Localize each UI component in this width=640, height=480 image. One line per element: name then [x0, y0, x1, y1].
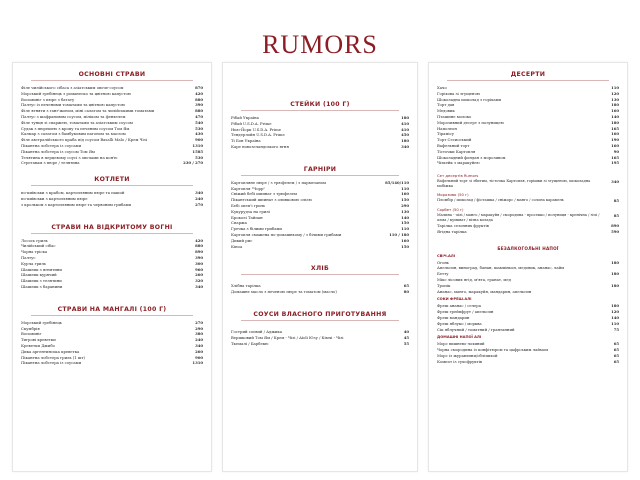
menu-item-name: Тірамісу — [437, 131, 454, 137]
menu-item-price: 260 — [195, 348, 203, 354]
menu-item-price: 340 — [195, 342, 203, 348]
menu-item-price: 195 — [611, 160, 619, 166]
menu-item-price: 390 — [195, 254, 203, 260]
drinks-group-3 — [437, 341, 619, 364]
menu-item-price: 1310 — [192, 142, 203, 148]
menu-item-name: Спаржа — [231, 220, 247, 226]
menu-item-price: 340 — [195, 190, 203, 196]
menu-item-name: Пікантна лобстера із соусами — [21, 142, 82, 148]
menu-item-price: 880 — [195, 108, 203, 114]
menu-item-name: Ягідна тарілка — [437, 228, 467, 234]
menu-item-name: Судак з пюрешею з кропу та печеним соусом Том Ям — [21, 125, 130, 131]
menu-item-price: 410 — [401, 126, 409, 132]
menu-item-price: 320 — [195, 278, 203, 284]
menu-item-price: 165 — [611, 154, 619, 160]
menu-item-price: 45 — [403, 334, 409, 340]
menu-item-row — [231, 244, 409, 250]
menu-item-name: Шашлик з баранини — [21, 283, 63, 289]
menu-item-name: Картопляне пюре / з трюфелем / з пармезаном — [231, 179, 326, 185]
menu-item-row — [231, 289, 409, 295]
menu-item-price: 290 — [401, 202, 409, 208]
menu-item-name: Тісточки Картопля — [437, 148, 476, 154]
menu-item-name: Фреш мандарин — [437, 314, 470, 320]
menu-item-price: 65 — [613, 341, 619, 347]
menu-item-price: 160 — [401, 237, 409, 243]
menu-item-price: 390 — [195, 102, 203, 108]
menu-item-price: 180 — [401, 115, 409, 120]
menu-item-price: 240 — [195, 337, 203, 343]
menu-item-price: 110 — [611, 320, 619, 326]
menu-item-price: 150 — [401, 243, 409, 249]
menu-item-name: Шашлик з телятини — [21, 278, 62, 284]
menu-item-name: Скумбрія — [21, 325, 40, 331]
icecream-label: Морозиво (50 г) — [437, 192, 469, 198]
menu-item-name: Морський гребінець з романеско та цвітною капустою — [21, 90, 132, 96]
drinks-category-3: ДОМАШНІ НАПОЇ АЛІ — [437, 335, 482, 340]
menu-item-name: Мікс лісових ягід, м'ята, гранат, мед — [437, 276, 511, 282]
menu-item-price: 160 — [611, 108, 619, 114]
menu-item-price: 160 — [611, 131, 619, 137]
menu-item-name: по-київськи з картопляним пюре — [21, 195, 88, 201]
menu-item-price: 55 — [403, 340, 409, 346]
menu-item-name: Гречка з білими грибами — [231, 226, 282, 232]
menu-item-name: Чізкейк з маракуйєю — [437, 160, 480, 166]
menu-item-price: 180 — [611, 102, 619, 108]
menu-item-price: 140 — [611, 314, 619, 320]
menu-item-name: Торт Сесиоський — [437, 137, 472, 143]
section-title-steaks: СТЕЙКИ (100 Г) — [241, 101, 399, 111]
menu-item-price: 530 — [195, 154, 203, 160]
menu-item-name: з крольком з картопляним пюре та червоним грибами — [21, 201, 132, 207]
menu-item-name: Фреш грейпфрут / апельсин — [437, 309, 494, 315]
fire-dishes-list — [21, 238, 203, 290]
menu-item-price: 65 — [613, 347, 619, 353]
main-dishes-list — [21, 85, 203, 166]
menu-item-price: 450 — [401, 132, 409, 138]
menu-item-name: Тарілка сезонних фруктів — [437, 222, 489, 228]
menu-item-row — [21, 360, 203, 366]
menu-item-name: Ті Бон Україна — [231, 138, 261, 144]
menu-item-name: Пікантський шпинат з оливковою олією — [231, 197, 312, 203]
menu-item-row — [231, 341, 409, 347]
menu-item-name: Морс вишнево-лохиний — [437, 341, 485, 347]
menu-item-price: 540 — [195, 119, 203, 125]
menu-item-name: Філе австралійського краба під соусом Basalli Malo / Крем Чізі — [21, 137, 148, 143]
menu-item-price: 130 — [611, 96, 619, 102]
menu-item-price: 260 — [195, 272, 203, 278]
cutlets-list — [21, 190, 203, 207]
menu-item-price: 165 — [611, 125, 619, 131]
menu-item-price: 65 — [403, 283, 409, 289]
menu-item-price: 140 — [401, 214, 409, 220]
menu-item-price: 270 — [195, 201, 203, 207]
menu-item-name: Креветки Джибо — [21, 342, 55, 348]
menu-item-price: 230 / 270 — [183, 160, 203, 166]
menu-item-price: 1310 — [192, 360, 203, 366]
menu-item-name: Фреш ананас / селера — [437, 303, 481, 309]
menu-item-name: Сік яблучний / томатний / грантанний — [437, 326, 515, 332]
menu-item-price: 75 — [613, 326, 619, 332]
menu-item-price: 1585 — [192, 148, 203, 154]
section-title-bread: ХЛІБ — [241, 265, 399, 275]
menu-item-name: Курча гриль — [21, 260, 47, 266]
menu-item-name: Кукурудза на грилі — [231, 208, 270, 214]
menu-item-name: Медовик — [437, 108, 455, 114]
menu-item-price: 870 — [195, 85, 203, 90]
menu-item-name: Фреш яблуко / морква — [437, 320, 482, 326]
menu-item-name: Морський гребінець — [21, 319, 62, 325]
rumors-set-row — [437, 179, 619, 189]
menu-item-row — [437, 327, 619, 333]
restaurant-logo: RUMORS — [262, 30, 378, 59]
menu-item-name: Наполеон — [437, 125, 457, 131]
rumors-set-label: Сет десертів Rumors — [437, 173, 479, 179]
menu-item-name: Чорна смородина із конфітюром та цафрським лаймом — [437, 347, 549, 353]
menu-item-price: 120 — [611, 90, 619, 96]
section-title-drinks: БЕЗАЛКОГОЛЬНІ НАПОЇ — [497, 245, 559, 251]
menu-item-name: Палтус — [21, 254, 36, 260]
steaks-list — [231, 115, 409, 150]
bread-list — [231, 283, 409, 295]
menu-item-name: Хлібна тарілка — [231, 283, 261, 289]
drinks-group-1 — [437, 260, 619, 295]
menu-item-name: Чорна тріска — [21, 249, 48, 255]
menu-item-price: 110 / 180 — [389, 231, 409, 237]
menu-item-name: Палтус із печеними томатами та цвітною капустою — [21, 102, 126, 108]
menu-item-price: 890 — [195, 249, 203, 255]
menu-item-name: Шоколадний фондан з морозивом — [437, 154, 506, 160]
menu-item-price: 900 — [195, 137, 203, 143]
menu-item-name: Ананас, манго, маракуйя, мандарин, апельсин — [437, 288, 532, 294]
menu-item-name: Бебі опеп'і гриль — [231, 202, 266, 208]
section-title-main: ОСНОВНІ СТРАВИ — [31, 71, 193, 81]
sorbet-price: 85 — [613, 212, 619, 218]
menu-item-name: Стрегавам з пюре / телятина — [21, 160, 80, 166]
menu-item-name: Філе чилійського сібаса з азіатським овоче-соусом — [21, 85, 124, 90]
menu-item-name: Пташине молоко — [437, 113, 472, 119]
menu-item-price: 40 — [403, 328, 409, 334]
menu-item-price: 270 — [195, 319, 203, 325]
menu-item-price: 590 — [611, 228, 619, 234]
menu-item-name: Кіноа — [231, 243, 243, 249]
menu-item-price: 410 — [401, 120, 409, 126]
menu-item-name: Гострий соєвий / Аджика — [231, 328, 283, 334]
menu-item-row — [231, 144, 409, 150]
rumors-set-desc: Вафельний торт зі збитим, тісточка Картопля, горішки зі згущеною, шоколадна мобіжка — [437, 179, 591, 189]
drinks-category-2: СОКИ ФРЕШ.АЛІ — [437, 297, 472, 302]
menu-item-name: Броколі Тайпан — [231, 214, 263, 220]
menu-item-name: Тропік — [437, 282, 451, 288]
sauces-list — [231, 329, 409, 346]
menu-item-price: 150 — [401, 220, 409, 226]
sorbet-desc: Малина - чілі / манго / маракуйя / смородина - просеккo / полуниця - кренічна / зічі / алма / кумкват / візна колада — [437, 212, 600, 222]
drinks-category-1: СВІЧ.АЛІ — [437, 253, 456, 258]
fruit-plates-list — [437, 223, 619, 235]
menu-item-row — [437, 160, 619, 166]
menu-item-name: Апельсин, виноград, банан, шампіньон, медовик, ананас, лайм — [437, 265, 565, 271]
icecream-desc: Пломбір / шоколад / фісташка / сніжорс / манго / солона карамель — [437, 198, 564, 203]
icecream-row — [437, 198, 619, 204]
menu-item-name: Палтус з шафрановим соусом, міліком та фенхелем — [21, 113, 126, 119]
menu-item-name: Хачо — [437, 85, 447, 90]
menu-item-name: Пікантна лобстера із соусами — [21, 360, 82, 366]
section-title-fire: СТРАВИ НА ВІДКРИТОМУ ВОГНІ — [31, 224, 193, 234]
menu-item-name: Чилійський сібас — [21, 243, 56, 249]
menu-item-price: 300 — [195, 260, 203, 266]
sorbet-label: Сорбет (50 г) — [437, 206, 464, 212]
menu-item-name: Восьминіг — [21, 331, 42, 337]
menu-item-price: 180 — [611, 271, 619, 277]
menu-item-price: 150 — [401, 197, 409, 203]
desserts-list — [437, 85, 619, 166]
menu-item-name: Морс із журавлини/обліпихой — [437, 352, 498, 358]
menu-item-name: Калмар з салатом з бамбуковим пагоном та маслом — [21, 131, 126, 137]
menu-item-row — [21, 202, 203, 208]
menu-item-name: Картопля "Чорр" — [231, 185, 266, 191]
menu-item-name: Морозивний десерт з полуницею — [437, 119, 504, 125]
section-title-grill: СТРАВИ НА МАНГАЛІ (100 Г) — [31, 306, 193, 316]
menu-item-name: Лосось гриль — [21, 237, 48, 243]
menu-item-price: 180 — [611, 282, 619, 288]
sides-list — [231, 180, 409, 250]
menu-item-price: 960 — [195, 266, 203, 272]
menu-item-name: Восьминіг з пюре з батату — [21, 96, 75, 102]
sorbet-row — [437, 213, 619, 223]
menu-item-price: 140 — [611, 113, 619, 119]
menu-item-name: Горіхова зі згущеною — [437, 90, 481, 96]
menu-item-price: 110 — [401, 185, 409, 191]
menu-item-price: 340 — [195, 283, 203, 289]
menu-item-price: 190 — [611, 137, 619, 143]
menu-item-name: Бетту — [437, 271, 449, 277]
menu-item-price: 880 — [195, 243, 203, 249]
menu-item-name: Філе ягняти з ганг'жоном, міні салатом та чилійськими томатами — [21, 108, 155, 114]
menu-item-name: Картопля смажена по-домашньому / з білими грибами — [231, 231, 342, 237]
menu-item-name: Тендерлойн U.S.D.A. Prime — [231, 132, 285, 138]
menu-item-price: 380 — [195, 331, 203, 337]
menu-item-price: 180 — [611, 303, 619, 309]
menu-item-price: 180 — [401, 138, 409, 144]
menu-item-price: 180 — [611, 259, 619, 265]
menu-item-name: Дика аргентинська креветка — [21, 348, 80, 354]
menu-item-name: Вершковий Том Ям / Крем - Чізі / Aïoli Юзу / Кімчі - Чізі — [231, 334, 344, 340]
menu-item-name: Огонь — [437, 259, 449, 265]
menu-item-name: Пікантна лобстера із соусом Том Ям — [21, 148, 95, 154]
menu-item-price: 180 — [611, 119, 619, 125]
menu-item-name: Пікантна лобстера гриль (1 шт) — [21, 354, 86, 360]
menu-item-price: 120 — [611, 309, 619, 315]
menu-item-price: 340 — [401, 143, 409, 149]
menu-item-price: 470 — [195, 113, 203, 119]
menu-item-name: Шашлик курячий — [21, 272, 57, 278]
menu-item-name: Дикий рис — [231, 237, 253, 243]
drinks-group-2 — [437, 303, 619, 332]
menu-item-price: 130 — [401, 208, 409, 214]
menu-item-row — [437, 229, 619, 235]
grill-dishes-list — [21, 320, 203, 366]
section-title-cutlets: КОТЛЕТИ — [31, 176, 193, 186]
menu-item-price: 110 — [401, 226, 409, 232]
menu-item-name: Шоколадна шоколад з горіхами — [437, 96, 502, 102]
menu-item-price: 530 — [195, 125, 203, 131]
menu-item-row — [21, 160, 203, 166]
icecream-price: 85 — [613, 198, 619, 204]
rumors-set-price: 340 — [611, 179, 619, 185]
section-title-sauces: СОУСИ ВЛАСНОГО ПРИГОТУВАННЯ — [241, 311, 399, 321]
menu-item-name: Тигрові креветки — [21, 337, 56, 343]
menu-item-name: Каре новозеландського ягня — [231, 143, 289, 149]
menu-item-name: Домашнє масло з печеною пюре та томатом (масло) — [231, 289, 337, 295]
menu-item-price: 90 — [613, 148, 619, 154]
menu-item-price: 85/140/110 — [385, 179, 409, 185]
menu-item-price: 65 — [613, 352, 619, 358]
menu-item-name: Компот із сухофруктів — [437, 358, 483, 364]
menu-item-name: Свіжий бебі шпинат з трюфелем — [231, 191, 297, 197]
menu-item-price: 900 — [195, 354, 203, 360]
menu-item-name: Рібай Україна — [231, 115, 259, 120]
menu-item-name: Рібай U.S.D.A. Prime — [231, 120, 272, 126]
menu-item-row — [21, 284, 203, 290]
menu-item-name: Нью-Йорк U.S.D.A. Prime — [231, 126, 282, 132]
menu-item-row — [437, 359, 619, 365]
section-title-desserts: ДЕСЕРТИ — [447, 71, 609, 81]
menu-item-price: 80 — [403, 289, 409, 295]
menu-item-price: 880 — [195, 96, 203, 102]
menu-item-name: Ткемалі / Барбекю — [231, 340, 269, 346]
menu-item-price: 240 — [195, 195, 203, 201]
menu-item-price: 430 — [195, 131, 203, 137]
menu-item-name: Філе тунця зі спаржею, томатами та азіатським соусом — [21, 119, 133, 125]
menu-page-left — [12, 62, 212, 472]
menu-item-price: 420 — [195, 90, 203, 96]
menu-item-name: Торт дав — [437, 102, 455, 108]
menu-item-name: по-київськи з крабом, картопляним пюре та пашой — [21, 190, 125, 196]
menu-item-price: 160 — [401, 191, 409, 197]
menu-item-name: Шашлик з ягнятини — [21, 266, 62, 272]
section-title-sides: ГАРНІРИ — [241, 166, 399, 176]
menu-page-middle — [222, 62, 418, 472]
menu-item-row — [437, 289, 619, 295]
menu-item-name: Вафельний торт — [437, 142, 470, 148]
menu-item-price: 160 — [611, 142, 619, 148]
menu-item-price: 65 — [613, 358, 619, 364]
menu-item-price: 890 — [611, 222, 619, 228]
menu-item-price: 110 — [611, 85, 619, 90]
menu-item-price: 420 — [195, 237, 203, 243]
menu-item-price: 290 — [195, 325, 203, 331]
menu-item-name: Телятина в перцевому соусі з овочами на кон'ю — [21, 154, 118, 160]
menu-page-right — [428, 62, 628, 472]
